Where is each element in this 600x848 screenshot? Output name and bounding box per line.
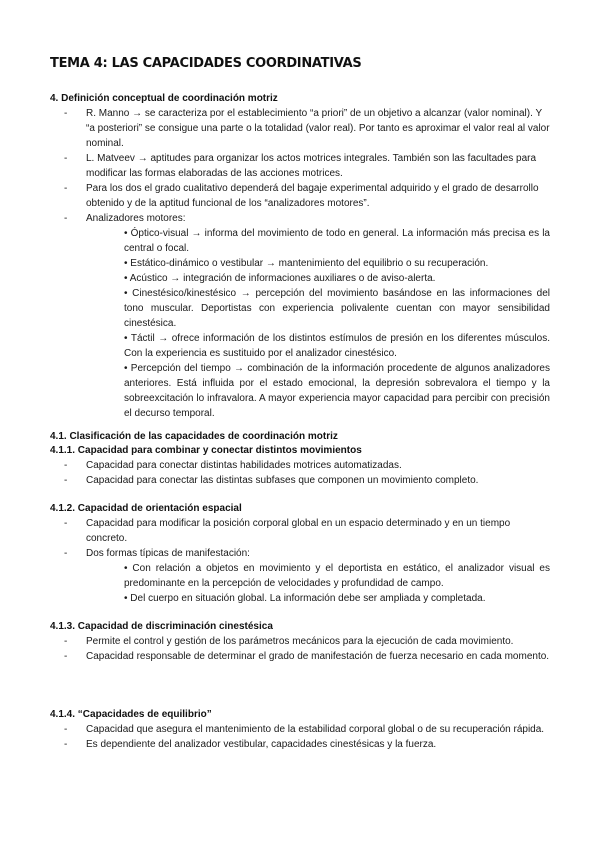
list-item: - Analizadores motores: <box>50 211 550 226</box>
list-item: - Es dependiente del analizador vestibular, capacidades cinestésicas y la fuerza. <box>50 737 550 752</box>
list-item: - Capacidad para conectar distintas habilidades motrices automatizadas. <box>50 458 550 473</box>
section-4-1-1-heading: 4.1.1. Capacidad para combinar y conectar distintos movimientos <box>50 445 362 456</box>
analizadores-list <box>50 226 550 421</box>
section-4-list <box>50 106 550 226</box>
section-4 <box>50 92 550 421</box>
analizador-item: • Estático-dinámico o vestibular → mantenimiento del equilibrio o su recuperación. <box>124 258 489 269</box>
analizador-item: • Cinestésico/kinestésico → percepción del movimiento basándose en las informaciones del tono muscular. Deportistas con experiencia polivalente cuentan con mayor sensibilidad cinestésica. <box>124 288 550 329</box>
manifestation-forms-list <box>50 561 550 606</box>
form-item: • Del cuerpo en situación global. La información debe ser ampliada y completada. <box>124 593 486 604</box>
analizador-item: • Óptico-visual → informa del movimiento de todo en general. La información más precisa es la central o focal. <box>124 228 550 254</box>
section-4-1-4-list <box>50 722 550 752</box>
section-4-1-1-list <box>50 458 550 488</box>
form-item: • Con relación a objetos en movimiento y el deportista en estático, el analizador visual es predominante en la percepción de velocidades y profundidad de campo. <box>124 563 550 589</box>
list-item: - R. Manno → se caracteriza por el establecimiento “a priori” de un objetivo a alcanzar (valor nominal). Y “a posteriori” se consigue una parte o la totalidad (valor real). Por tanto es aproximar el valor real al valor nominal. <box>50 106 550 151</box>
section-4-1-2-heading: 4.1.2. Capacidad de orientación espacial <box>50 503 242 514</box>
section-4-1-3-list <box>50 634 550 664</box>
analizador-item: • Percepción del tiempo → combinación de la información procedente de algunos analizadores anteriores. Está influida por el estado emocional, la depresión sobrevalora el tiempo y la sobreexcitación lo infravalora. A mayor experiencia mayor capacidad para percibir con precisión el decurso temporal. <box>124 363 550 419</box>
list-item: - L. Matveev → aptitudes para organizar los actos motrices integrales. También son las facultades para modificar las formas elaboradas de las acciones motrices. <box>50 151 550 181</box>
section-4-1 <box>50 430 550 488</box>
section-4-1-4-heading: 4.1.4. “Capacidades de equilibrio” <box>50 709 212 720</box>
analizador-item: • Acústico → integración de informaciones auxiliares o de aviso-alerta. <box>124 273 436 284</box>
list-item: - Capacidad que asegura el mantenimiento de la estabilidad corporal global o de su recuperación rápida. <box>50 722 550 737</box>
document-title: TEMA 4: LAS CAPACIDADES COORDINATIVAS <box>50 56 362 71</box>
section-4-1-3 <box>50 620 550 664</box>
list-item: - Capacidad para modificar la posición corporal global en un espacio determinado y en un tiempo concreto. <box>50 516 550 546</box>
section-4-1-2 <box>50 502 550 606</box>
list-item: - Capacidad responsable de determinar el grado de manifestación de fuerza necesario en cada momento. <box>50 649 550 664</box>
section-4-1-4 <box>50 708 550 752</box>
list-item: - Dos formas típicas de manifestación: <box>50 546 550 561</box>
analizador-item: • Táctil → ofrece información de los distintos estímulos de presión en los diferentes músculos. Con la experiencia es sustituido por el analizador cinestésico. <box>124 333 550 359</box>
list-item: - Para los dos el grado cualitativo dependerá del bagaje experimental adquirido y el grado de desarrollo obtenido y de la aptitud funcional de los “analizadores motores”. <box>50 181 550 211</box>
section-4-1-heading: 4.1. Clasificación de las capacidades de coordinación motriz <box>50 431 338 442</box>
list-item: - Capacidad para conectar las distintas subfases que componen un movimiento completo. <box>50 473 550 488</box>
section-4-1-2-list <box>50 516 550 561</box>
list-item: - Permite el control y gestión de los parámetros mecánicos para la ejecución de cada movimiento. <box>50 634 550 649</box>
section-4-1-3-heading: 4.1.3. Capacidad de discriminación cinestésica <box>50 621 273 632</box>
section-4-heading: 4. Definición conceptual de coordinación motriz <box>50 93 278 104</box>
